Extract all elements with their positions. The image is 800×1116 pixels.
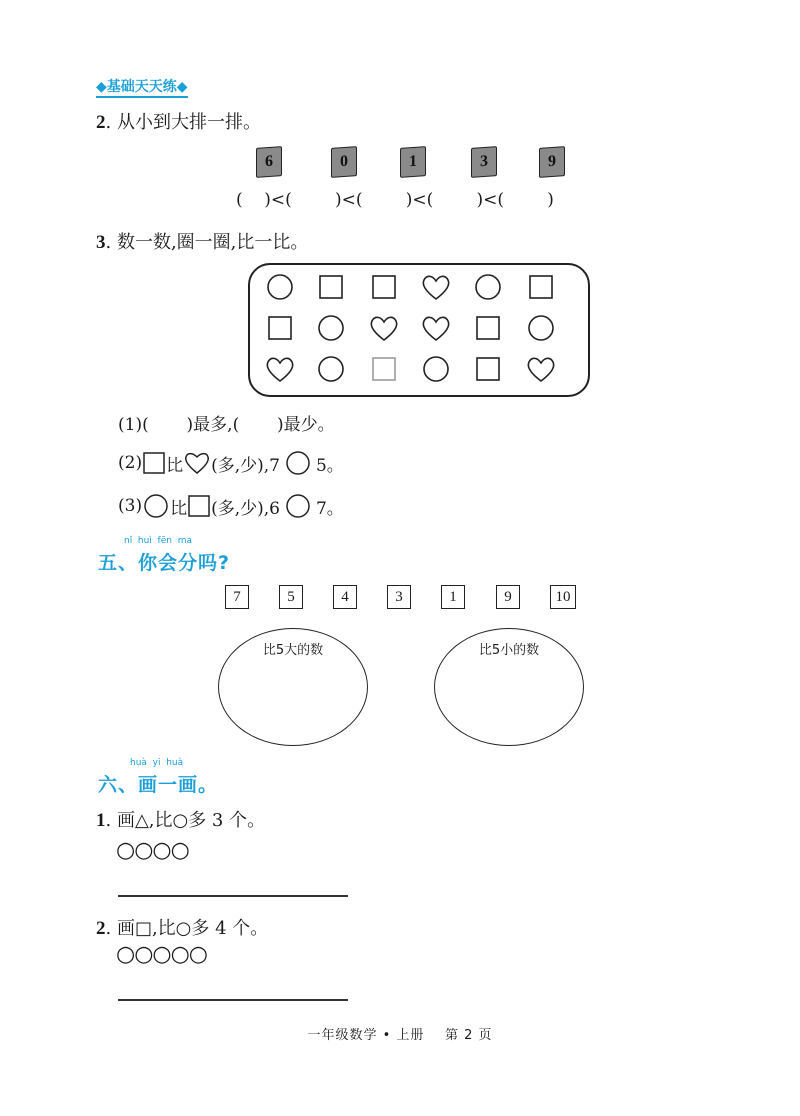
oval-left-label: 比5大的数 [262,643,324,658]
number-box: 1 [441,585,465,609]
grid-square-icon[interactable] [373,358,395,380]
grid-square-icon[interactable] [269,317,291,339]
section-tag-label: ◆基础天天练◆ [96,79,188,95]
heart-icon [183,450,211,476]
sub2-mid: 比 [166,455,184,476]
grid-circle-icon[interactable] [476,275,500,299]
section6-title: 六、画一画。 [98,774,219,796]
oval-less-than-5[interactable] [434,628,584,746]
number-card: 6 [256,146,282,178]
number-box: 9 [496,585,520,609]
grid-square-icon[interactable] [320,276,342,298]
grid-circle-icon[interactable] [529,316,553,340]
s6-q1-number: 1 [96,810,106,831]
sub3-mid: 比 [170,498,188,519]
sub-question-3[interactable] [118,493,344,519]
shape-grid [248,263,590,397]
grid-circle-icon[interactable] [319,316,343,340]
grid-square-icon[interactable] [530,276,552,298]
sub2-suffix: (多,少),7 [211,455,280,476]
circle-icon [142,493,170,519]
q2-number: 2 [96,112,106,133]
number-card: 9 [539,146,565,178]
sub3-prefix: (3) [118,496,143,516]
grid-circle-icon[interactable] [268,275,292,299]
grid-circle-icon[interactable] [319,357,343,381]
section5-title: 五、你会分吗? [98,552,231,574]
grid-square-icon[interactable] [373,276,395,298]
section6-pinyin: huà yi huà [130,758,184,768]
q2-title [96,108,261,134]
number-box: 3 [387,585,411,609]
sub2-prefix: (2) [118,453,143,473]
s6-q1-title [96,806,265,832]
s6-q1-answer-line[interactable] [118,895,348,897]
grid-heart-icon[interactable] [371,317,396,340]
number-box: 10 [550,585,576,609]
square-icon [187,494,211,518]
sub-question-1[interactable]: (1)( )最多,( )最少。 [118,415,335,435]
sub3-suffix: (多,少),6 [211,498,280,519]
compare-circle-blank[interactable] [284,450,312,476]
grid-square-icon[interactable] [477,317,499,339]
s6-q2-answer-line[interactable] [118,999,348,1001]
page-footer: 一年级数学 • 上册 第 2 页 [307,1028,493,1043]
grid-circle-icon[interactable] [424,357,448,381]
section5-pinyin: nǐ huì fēn ma [124,536,192,546]
grid-heart-icon[interactable] [528,358,553,381]
number-box: 4 [333,585,357,609]
s6-q1-circles: ○○○○ [116,838,189,863]
oval-greater-than-5[interactable] [218,628,368,746]
number-box: 7 [225,585,249,609]
s6-q2-number: 2 [96,918,106,939]
s6-q2-circles: ○○○○○ [116,942,207,967]
s6-q2-text: . 画□,比○多 4 个。 [105,918,269,939]
section-tag [96,76,188,96]
grid-heart-icon[interactable] [423,276,448,299]
number-box: 5 [279,585,303,609]
oval-right-label: 比5小的数 [478,643,540,658]
s6-q2-title [96,914,268,940]
section-tag-underline [96,96,188,98]
grid-heart-icon[interactable] [267,358,292,381]
q2-text: . 从小到大排一排。 [105,112,261,133]
q3-number: 3 [96,232,106,253]
square-icon [142,451,166,475]
number-card: 3 [471,146,497,178]
compare-circle-blank[interactable] [284,493,312,519]
grid-square-icon[interactable] [477,358,499,380]
q3-text: . 数一数,圈一圈,比一比。 [105,232,309,253]
number-card: 0 [331,146,357,178]
compare-answer-row[interactable]: ( )<( )<( )<( )<( ) [236,190,554,210]
q3-title [96,228,308,254]
s6-q1-text: . 画△,比○多 3 个。 [105,810,266,831]
sub3-end: 7。 [315,498,344,519]
grid-heart-icon[interactable] [423,317,448,340]
sub2-end: 5。 [315,455,344,476]
number-card: 1 [400,146,426,178]
sub-question-2[interactable] [118,450,344,476]
